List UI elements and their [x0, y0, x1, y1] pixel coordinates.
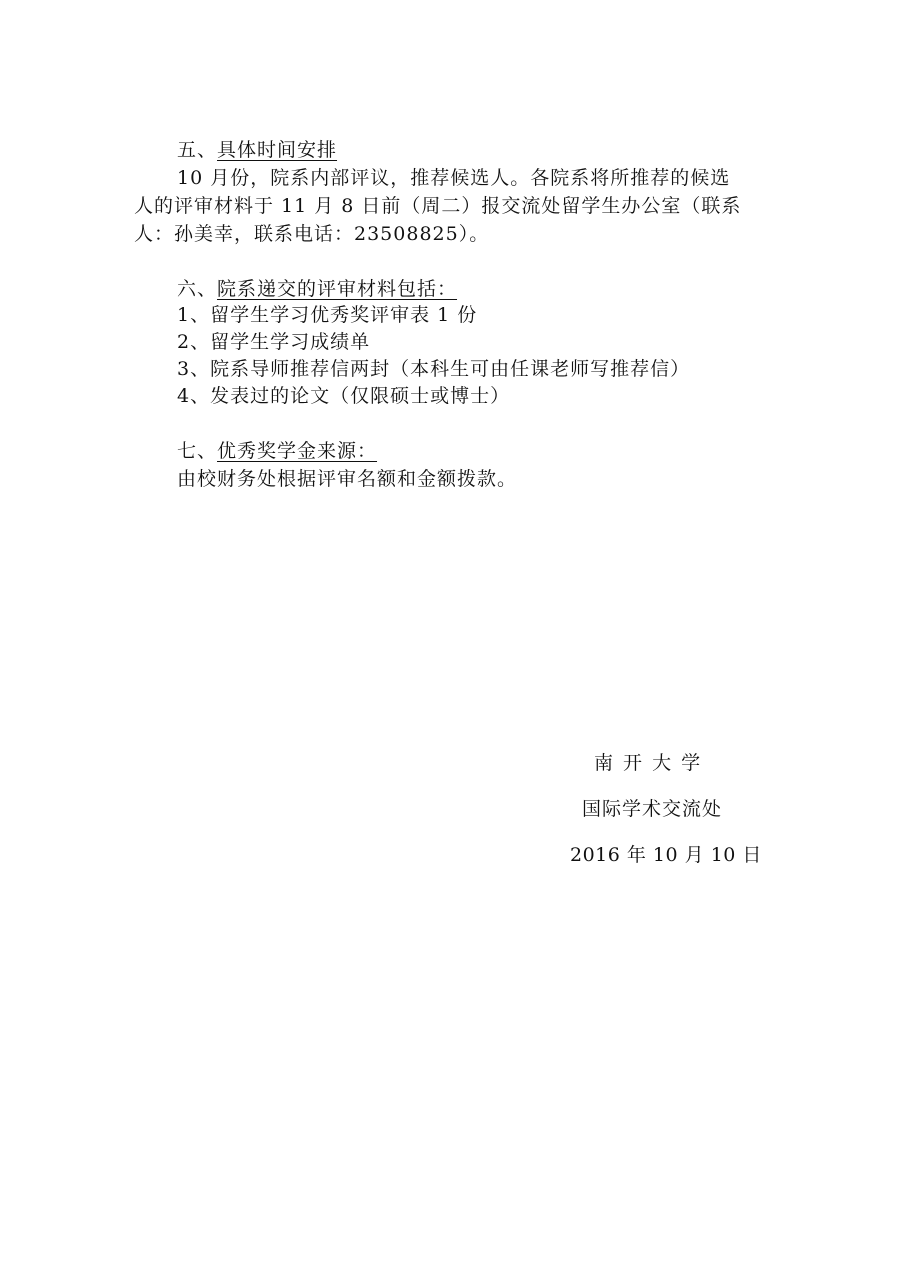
section6-number: 六、	[177, 278, 218, 300]
section6-title: 院系递交的评审材料包括：	[217, 278, 458, 300]
section5-number: 五、	[177, 139, 218, 161]
section6-list-item-3: 3、院系导师推荐信两封（本科生可由任课老师写推荐信）	[177, 358, 691, 380]
section6-list-item-2: 2、留学生学习成绩单	[177, 331, 371, 353]
section6-list-item-1: 1、留学生学习优秀奖评审表 1 份	[177, 304, 478, 326]
signature-university: 南 开 大 学	[594, 752, 703, 774]
signature-date: 2016 年 10 月 10 日	[570, 844, 762, 866]
section6-list-item-4: 4、发表过的论文（仅限硕士或博士）	[177, 385, 511, 407]
section5-title: 具体时间安排	[217, 139, 338, 161]
section6-heading	[177, 275, 457, 303]
section5-heading	[177, 136, 337, 164]
section5-paragraph-line-2: 人的评审材料于 11 月 8 日前（周二）报交流处留学生办公室（联系	[134, 195, 742, 217]
section5-paragraph-line-1: 10 月份，院系内部评议，推荐候选人。各院系将所推荐的候选	[177, 167, 731, 189]
section7-heading	[177, 437, 377, 465]
signature-office: 国际学术交流处	[582, 798, 723, 820]
section7-title: 优秀奖学金来源：	[217, 440, 378, 462]
section5-paragraph-line-3: 人：孙美幸，联系电话：23508825）。	[134, 223, 490, 245]
section7-paragraph-line-1: 由校财务处根据评审名额和金额拨款。	[177, 468, 518, 490]
section7-number: 七、	[177, 440, 218, 462]
